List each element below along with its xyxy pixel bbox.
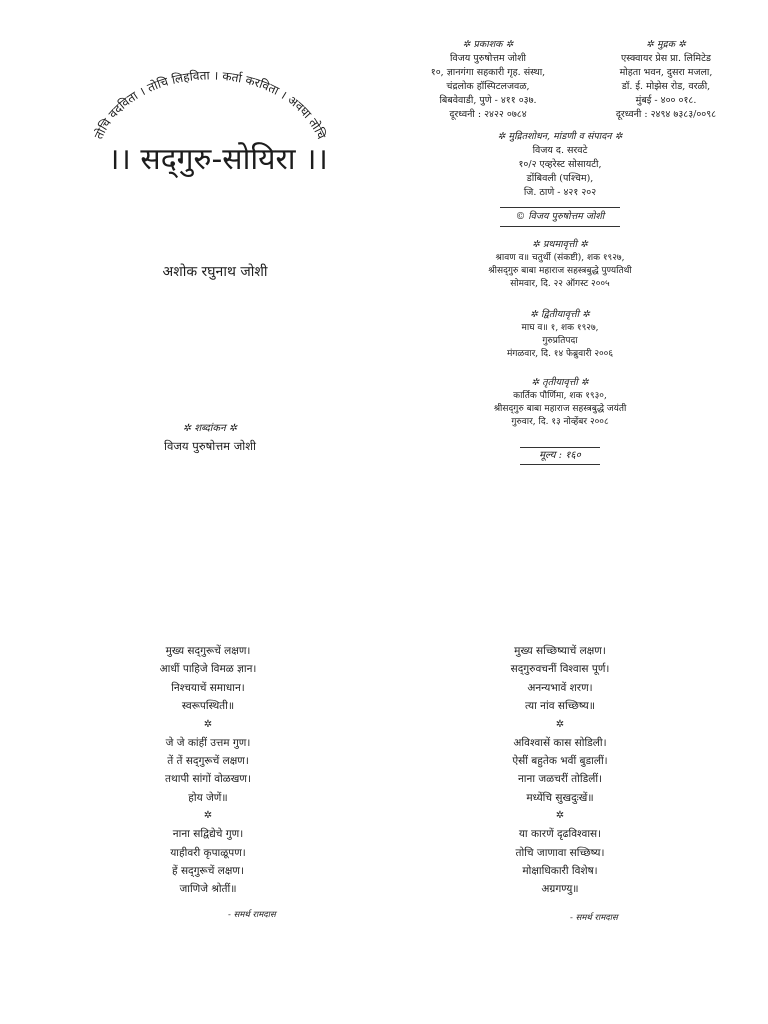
tagline-text: तोचि वदविता । तोचि लिहविता । कर्ता करविता । अवघा तोचि <box>91 68 329 142</box>
publisher-label: ✲ प्रकाशक ✲ <box>462 39 514 50</box>
edition-label: ✲ तृतीयावृत्ती ✲ <box>531 377 589 388</box>
verse-signature: - समर्थ रामदास <box>570 913 618 923</box>
verse-stanza <box>108 642 308 716</box>
verse-line: नाना जळचरीं तोडिलीं। <box>517 773 603 786</box>
publisher-line: १०, ज्ञानगंगा सहकारी गृह. संस्था, <box>430 67 546 78</box>
verse-line: सद्‌गुरुवचनीं विश्वास पूर्ण। <box>510 663 610 676</box>
verse-line: याहीवरी कृपाळूपण। <box>170 846 246 859</box>
price-label: मूल्य : १६० <box>520 447 600 465</box>
verse-line: स्वरूपस्थिती॥ <box>181 700 235 713</box>
edition-line: मंगळवार, दि. १४ फेब्रुवारी २००६ <box>506 349 614 359</box>
printer-line: डॉ. ई. मोझेस रोड, वरळी, <box>621 81 711 92</box>
verse-line: तोचि जाणावा सच्छिष्य। <box>515 846 605 859</box>
author-name: अशोक रघुनाथ जोशी <box>162 264 268 280</box>
verse-line: या कारणें दृढविश्वास। <box>518 828 602 841</box>
proofing-line: डोंबिवली (पश्चिम), <box>526 173 594 184</box>
shabdankan-name: विजय पुरुषोत्तम जोशी <box>163 439 257 453</box>
verse-line: निश्चयाचें समाधान। <box>171 681 245 694</box>
book-title: ।। सद्‌गुरु-सोयिरा ।। <box>108 142 328 177</box>
shabdankan-label: ✲ शब्दांकन ✲ <box>182 423 238 434</box>
printer-line: एस्क्वायर प्रेस प्रा. लिमिटेड <box>621 53 711 64</box>
publisher-line: विजय पुरुषोत्तम जोशी <box>449 53 527 64</box>
verse-line: मुख्य सच्छिष्याचें लक्षण। <box>514 645 606 657</box>
verse-line: आधीं पाहिजे विमळ ज्ञान। <box>159 663 257 676</box>
proofing-line: जि. ठाणे - ४२१ २०२ <box>523 187 597 198</box>
verse-line: नाना सद्विद्येचे गुण। <box>172 828 244 841</box>
edition-line: श्रीसद्‌गुरु बाबा महाराज सहस्त्रबुद्धे पुण्यतिथी <box>488 266 632 276</box>
verse-stanza <box>460 642 660 716</box>
proofing-line: १०/२ एव्हरेस्ट सोसायटी, <box>518 159 602 170</box>
proofing-block <box>460 130 660 200</box>
verse-right <box>460 642 660 899</box>
verse-line: जे जे कांहीं उत्तम गुण। <box>165 736 251 749</box>
proofing-line: विजय द. सरवटे <box>532 145 588 156</box>
second-edition-block <box>460 308 660 361</box>
verse-signature: - समर्थ रामदास <box>228 910 276 920</box>
shabdankan-block <box>120 422 300 456</box>
verse-stanza <box>460 734 660 808</box>
verse-stanza <box>460 825 660 899</box>
svg-text:तोचि वदविता । तोचि लिहविता । क <box>91 68 328 141</box>
publisher-block <box>400 38 576 122</box>
star-separator: ✲ <box>203 810 213 822</box>
edition-line: माघ व॥ १, शक १९२७, <box>521 323 599 333</box>
verse-line: जाणिजे श्रोतीं॥ <box>179 883 237 896</box>
edition-line: गुरुप्रतिपदा <box>542 336 578 346</box>
printer-line: दूरध्वनी : २४९४ ७३८३/००९८ <box>615 109 717 120</box>
third-edition-block <box>460 376 660 429</box>
publisher-line: बिबवेवाडी, पुणे - ४११ ०३७. <box>439 95 537 106</box>
star-separator: ✲ <box>203 718 213 730</box>
first-edition-block <box>460 238 660 291</box>
star-separator: ✲ <box>555 810 565 822</box>
star-separator: ✲ <box>555 718 565 730</box>
printer-line: मुंबई - ४०० ०१८. <box>635 95 697 106</box>
verse-line: मध्येंचि सुखदुःखें॥ <box>526 791 594 804</box>
edition-label: ✲ प्रथमावृत्ती ✲ <box>532 239 588 250</box>
publisher-line: चंद्रलोक हॉस्पिटलजवळ, <box>446 81 530 92</box>
verse-line: तथापी सांगों वोळखण। <box>165 773 251 786</box>
verse-stanza <box>108 734 308 808</box>
verse-line: अग्रगण्यु॥ <box>541 883 579 896</box>
edition-line: श्रावण व॥ चतुर्थी (संकष्टी), शक १९२७, <box>495 253 625 263</box>
publisher-line: दूरध्वनी : २४२२ ०७८४ <box>449 109 527 120</box>
edition-line: श्रीसद्‌गुरु बाबा महाराज सहस्त्रबुद्धे जयंती <box>493 404 627 414</box>
edition-line: गुरुवार, दि. १३ नोव्हेंबर २००८ <box>511 417 609 427</box>
printer-block <box>578 38 754 122</box>
verse-line: हें सद्‌गुरूचें लक्षण। <box>172 865 244 878</box>
edition-label: ✲ द्वितीयावृत्ती ✲ <box>529 309 591 320</box>
printer-label: ✲ मुद्रक ✲ <box>646 39 686 50</box>
verse-line: त्या नांव सच्छिष्य॥ <box>524 700 596 713</box>
verse-line: ऐसीं बहुतेक भवीं बुडालीं। <box>512 755 608 768</box>
verse-stanza <box>108 825 308 899</box>
verse-left <box>108 642 308 899</box>
copyright-notice: © विजय पुरुषोत्तम जोशी <box>500 207 620 227</box>
edition-line: कार्तिक पौर्णिमा, शक १९३०, <box>513 391 607 401</box>
proofing-label: ✲ मुद्रितशोधन, मांडणी व संपादन ✲ <box>497 131 623 142</box>
verse-line: अनन्यभावें शरण। <box>527 681 593 694</box>
verse-line: अविश्वासें कास सोडिली। <box>513 736 607 749</box>
verse-line: होय जेणें॥ <box>188 791 228 804</box>
printer-line: मोहता भवन, दुसरा मजला, <box>619 67 713 78</box>
verse-line: मोक्षाधिकारी विशेष। <box>522 865 598 878</box>
verse-line: मुख्य सद्‌गुरूचें लक्षण। <box>165 645 251 657</box>
edition-line: सोमवार, दि. २२ ऑगस्ट २००५ <box>510 279 610 289</box>
verse-line: तें तें सद्‌गुरूचें लक्षण। <box>167 755 249 768</box>
